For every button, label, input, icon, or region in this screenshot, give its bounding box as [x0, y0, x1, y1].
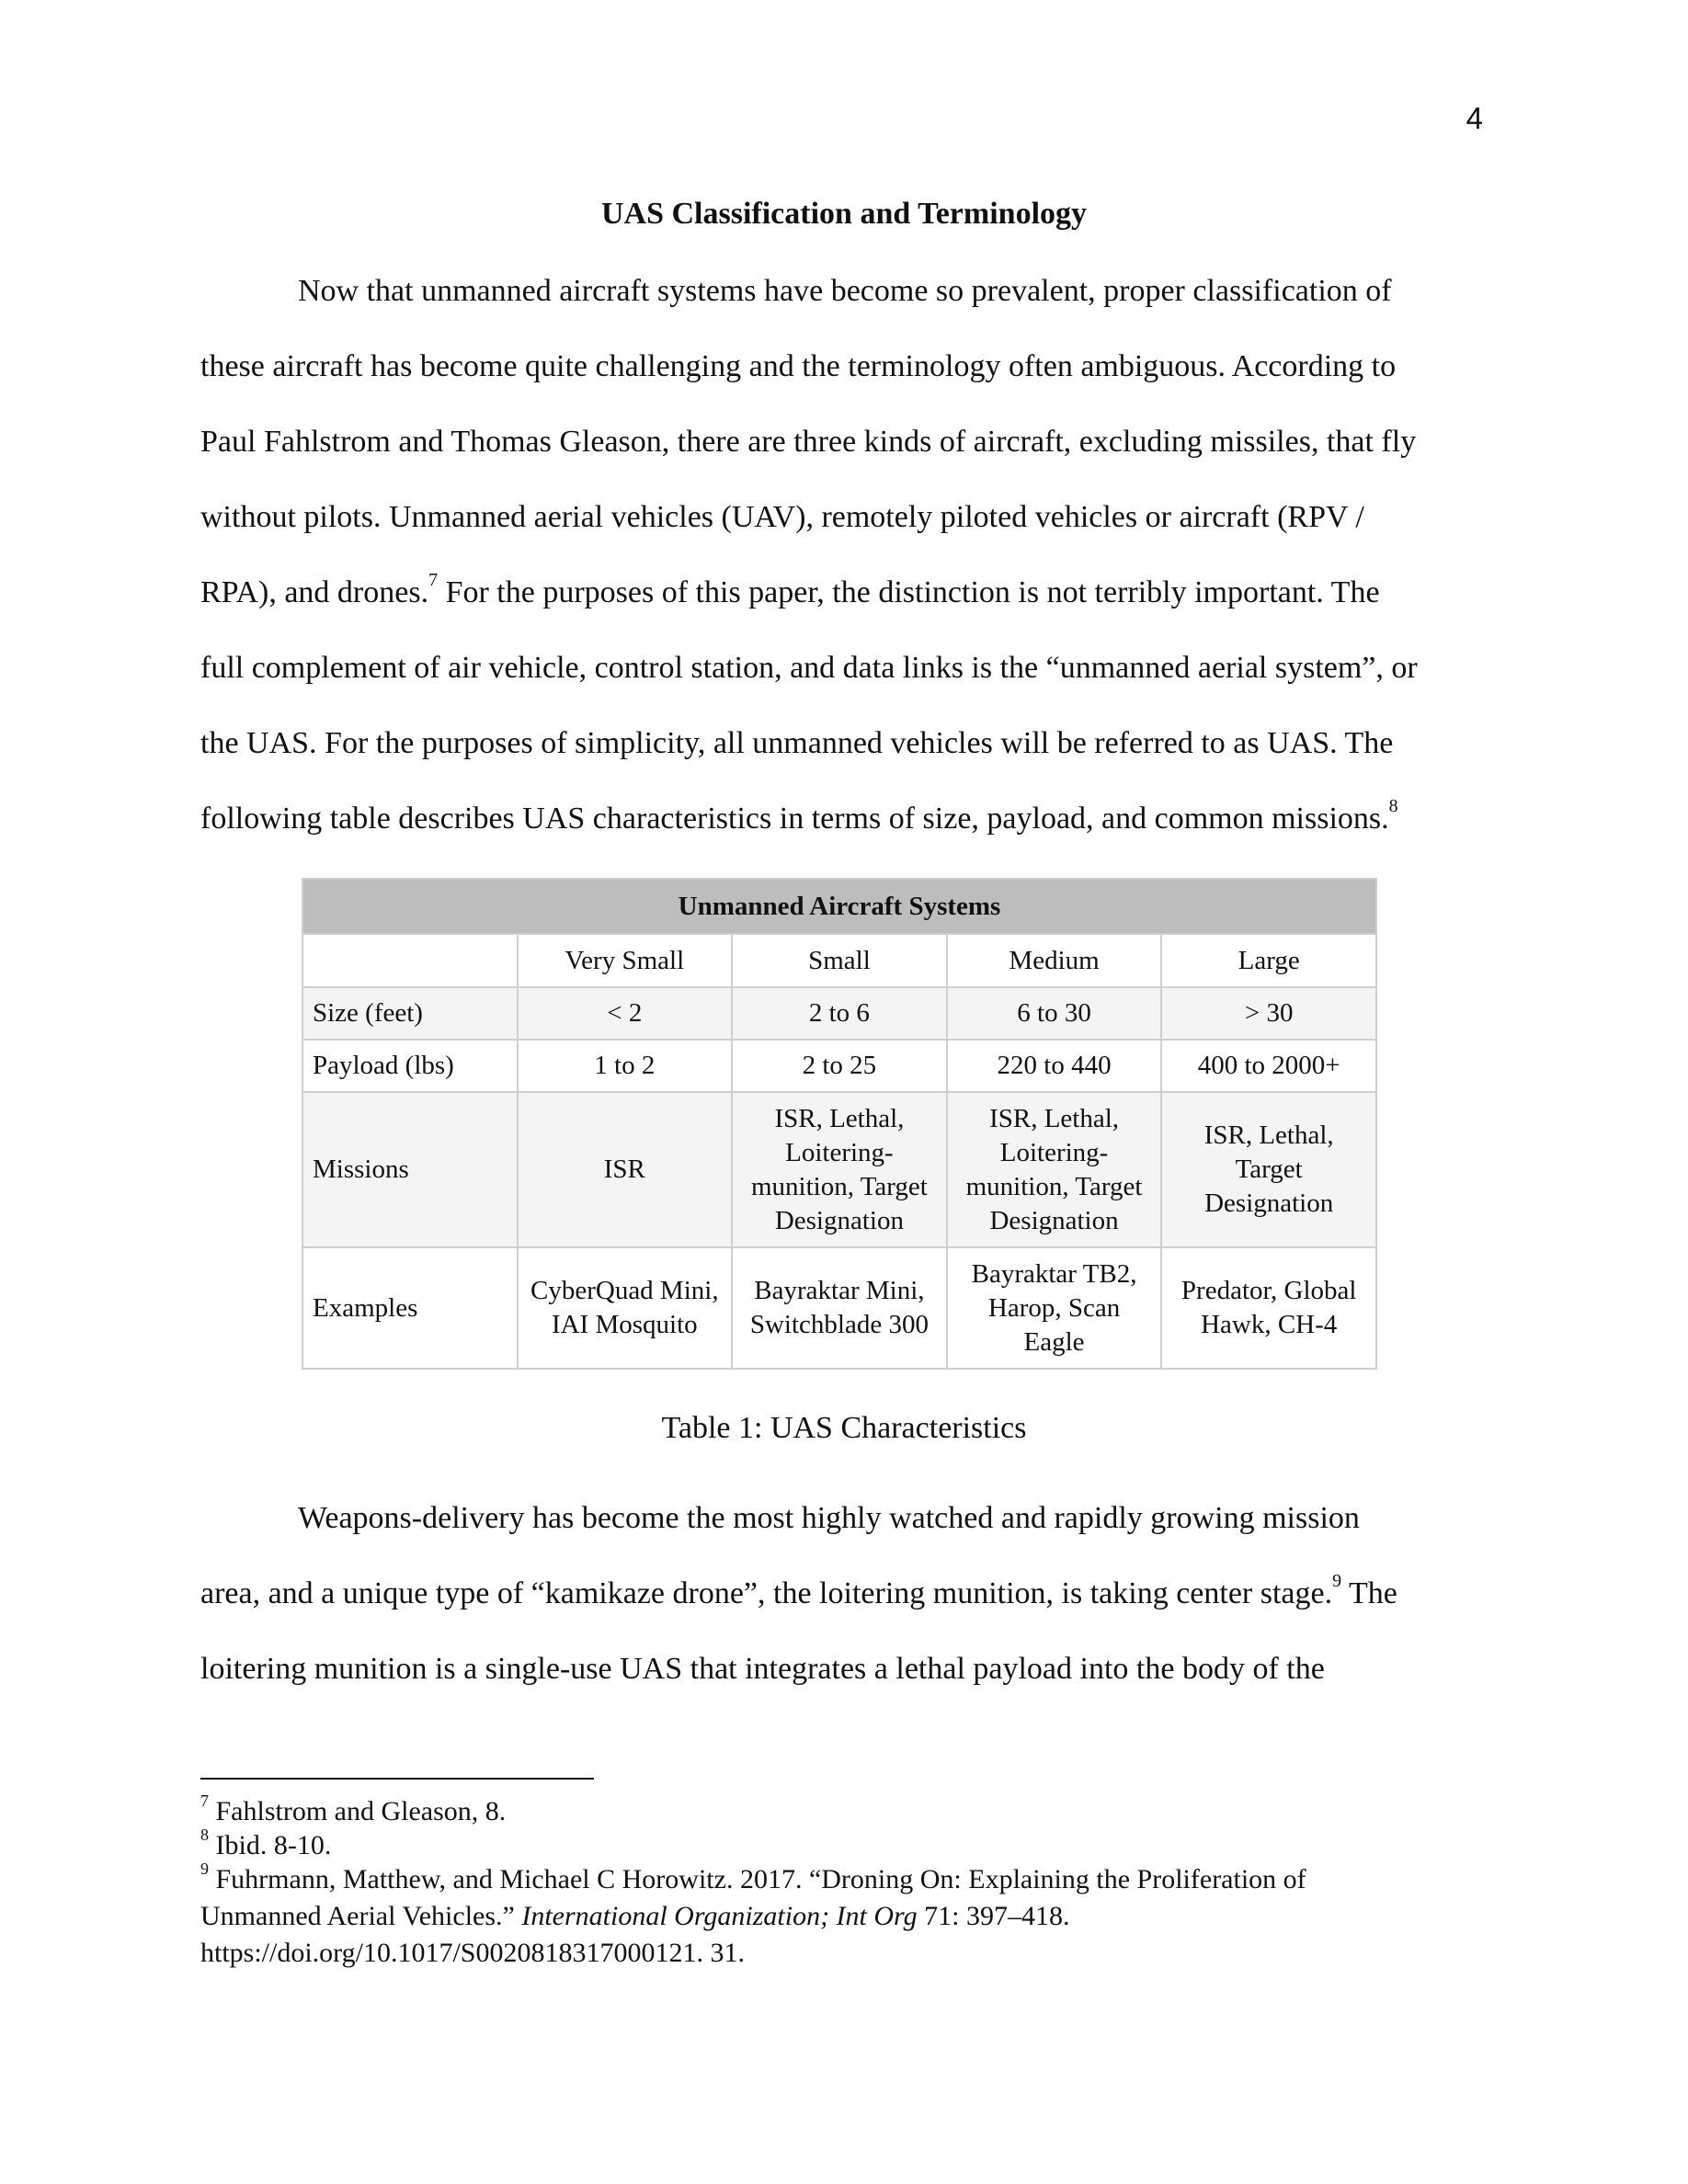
- paragraph-line: without pilots. Unmanned aerial vehicles (UAV), remotely piloted vehicles or aircraft (RPV /: [200, 500, 1364, 534]
- footnote-number: 9: [200, 1860, 209, 1878]
- table-cell: > 30: [1161, 987, 1376, 1040]
- table-cell: Bayraktar TB2, Harop, Scan Eagle: [947, 1247, 1162, 1369]
- table-cell: CyberQuad Mini, IAI Mosquito: [518, 1247, 733, 1369]
- table-header-cell: Very Small: [518, 934, 733, 987]
- table-row: [302, 1040, 1376, 1092]
- paragraph-line: loitering munition is a single-use UAS that integrates a lethal payload into the body of the: [200, 1652, 1325, 1686]
- footnote-continuation: Unmanned Aerial Vehicles.” International Organization; Int Org 71: 397–418.: [200, 1901, 1070, 1931]
- section-heading: UAS Classification and Terminology: [600, 197, 1088, 231]
- table-cell: 220 to 440: [947, 1040, 1162, 1092]
- paragraph-line: Weapons-delivery has become the most highly watched and rapidly growing mission: [298, 1501, 1360, 1535]
- text-span: RPA), and drones.: [200, 575, 429, 609]
- paragraph-line: [200, 1571, 1397, 1611]
- table-cell: 2 to 25: [732, 1040, 947, 1092]
- paragraph-line: Now that unmanned aircraft systems have become so prevalent, proper classification of: [298, 274, 1392, 308]
- text-span: area, and a unique type of “kamikaze drone”, the loitering munition, is taking center stage.: [200, 1576, 1333, 1610]
- row-label: Examples: [302, 1247, 518, 1369]
- table-cell: ISR, Lethal, Loitering- munition, Target Designation: [732, 1092, 947, 1247]
- table-header-cell: Small: [732, 934, 947, 987]
- footnote-number: 7: [200, 1792, 209, 1810]
- page-number: 4: [1466, 101, 1483, 135]
- table-cell: 400 to 2000+: [1161, 1040, 1376, 1092]
- text-span: The: [1341, 1576, 1397, 1610]
- text-span: following table describes UAS characteristics in terms of size, payload, and common missions.: [200, 802, 1389, 836]
- footnote: $^8$ Ibid. 8-10.: [200, 1826, 332, 1860]
- table-cell: 2 to 6: [732, 987, 947, 1040]
- paragraph-line: [200, 570, 1380, 610]
- table-cell: ISR, Lethal, Loitering- munition, Target Designation: [947, 1092, 1162, 1247]
- table-cell: ISR, Lethal, Target Designation: [1161, 1092, 1376, 1247]
- table-header-cell: Large: [1161, 934, 1376, 987]
- footnote: $^9$ Fuhrmann, Matthew, and Michael C Horowitz. 2017. “Droning On: Explaining the Proliferation of: [200, 1860, 1306, 1894]
- paragraph-line: the UAS. For the purposes of simplicity, all unmanned vehicles will be referred to as UAS. The: [200, 726, 1394, 760]
- table-row: [302, 987, 1376, 1040]
- paragraph-line: these aircraft has become quite challenging and the terminology often ambiguous. According to: [200, 349, 1397, 383]
- footnote-divider: [200, 1778, 594, 1780]
- table-header-cell: [302, 934, 518, 987]
- footnote-number: 8: [200, 1826, 209, 1844]
- table-caption: Table 1: UAS Characteristics: [661, 1411, 1027, 1445]
- footnote-ref[interactable]: 9: [1332, 1571, 1342, 1591]
- table-cell: 6 to 30: [947, 987, 1162, 1040]
- row-label: Size (feet): [302, 987, 518, 1040]
- footnote-ref[interactable]: 8: [1388, 796, 1398, 816]
- footnote: $^7$ Fahlstrom and Gleason, 8.: [200, 1792, 507, 1826]
- table-cell: ISR: [518, 1092, 733, 1247]
- table-row: [302, 1247, 1376, 1369]
- table-row: [302, 1092, 1376, 1247]
- uas-table: [302, 878, 1377, 1370]
- table-cell: 1 to 2: [518, 1040, 733, 1092]
- table-cell: Bayraktar Mini, Switchblade 300: [732, 1247, 947, 1369]
- footnote-ref[interactable]: 7: [428, 570, 439, 590]
- table-header-cell: Medium: [947, 934, 1162, 987]
- text-span: For the purposes of this paper, the distinction is not terribly important. The: [438, 575, 1380, 609]
- table-cell: < 2: [518, 987, 733, 1040]
- paragraph-line: [200, 796, 1398, 836]
- paragraph-line: full complement of air vehicle, control station, and data links is the “unmanned aerial system”, or: [200, 651, 1418, 685]
- row-label: Payload (lbs): [302, 1040, 518, 1092]
- table-cell: Predator, Global Hawk, CH-4: [1161, 1247, 1376, 1369]
- doi-link[interactable]: https://doi.org/10.1017/S0020818317000121. 31.: [200, 1938, 745, 1968]
- row-label: Missions: [302, 1092, 518, 1247]
- paragraph-line: Paul Fahlstrom and Thomas Gleason, there are three kinds of aircraft, excluding missiles, that fly: [200, 425, 1417, 459]
- table-title: Unmanned Aircraft Systems: [302, 879, 1376, 934]
- journal-title: International Organization; Int Org: [521, 1901, 918, 1931]
